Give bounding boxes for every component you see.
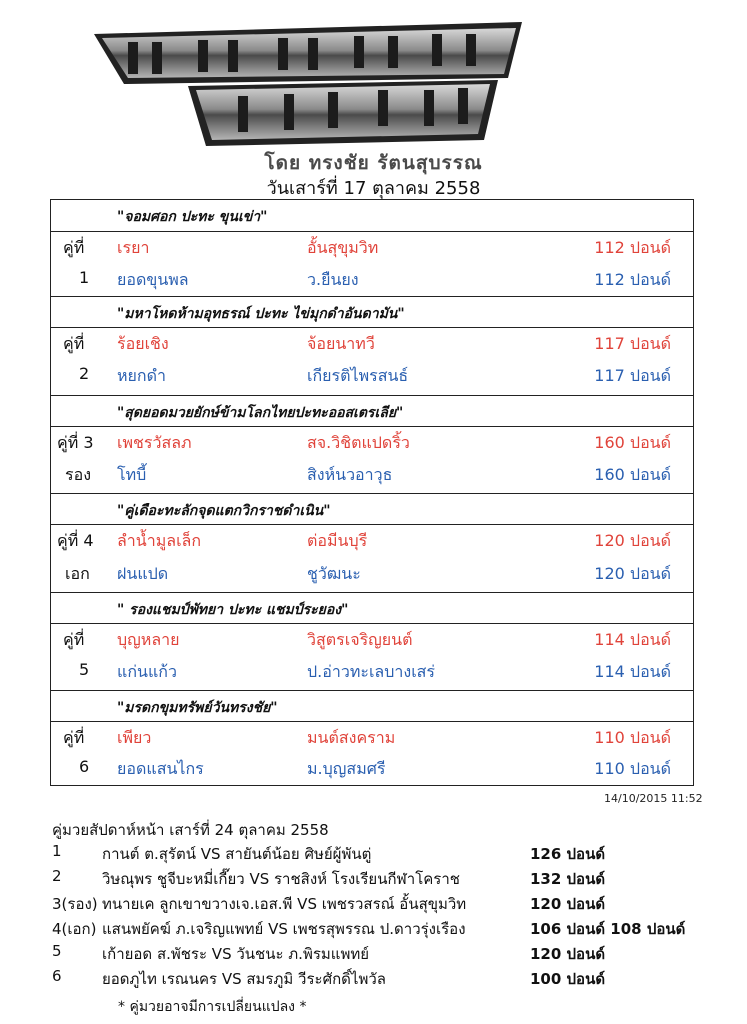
red-weight: 110 ปอนด์ [594, 728, 671, 747]
bout-number: เอก [65, 564, 90, 583]
blue-weight: 120 ปอนด์ [594, 564, 671, 583]
blue-weight: 117 ปอนด์ [594, 366, 671, 385]
bout-caption-row [51, 690, 693, 722]
event-date: วันเสาร์ที่ 17 ตุลาคม 2558 [266, 178, 481, 199]
print-timestamp: 14/10/2015 11:52 [604, 792, 703, 805]
next-week-row [52, 867, 702, 891]
bout-caption: "คู่เดือะทะลักจุดแตกวิกราชดำเนิน" [117, 503, 331, 519]
red-weight: 120 ปอนด์ [594, 531, 671, 550]
bout-blue-row [51, 753, 693, 784]
bout-caption-row [51, 493, 693, 525]
blue-fighter: ยอดขุนพล [117, 270, 189, 289]
bout-label: คู่ที่ [63, 334, 85, 353]
red-fighter: เพชรวัสลภ [117, 433, 192, 452]
matchup: วิษณุพร ชูจีบะหมี่เกี๊ยว VS ราชสิงห์ โรงเรียนกีฬาโคราช [102, 870, 460, 888]
bout-label: คู่ที่ [63, 238, 85, 257]
row-weight: 120 ปอนด์ [530, 895, 606, 913]
red-opponent: จ้อยนาทวี [307, 334, 375, 353]
red-weight: 112 ปอนด์ [594, 238, 671, 257]
bout-caption: "สุดยอดมวยยักษ์ข้ามโลกไทยปะทะออสเตรเลีย" [117, 405, 404, 421]
next-week-row [52, 942, 702, 966]
red-fighter: ร้อยเชิง [117, 334, 169, 353]
byline: โดย ทรงชัย รัตนสุบรรณ [264, 152, 483, 174]
matchup: ยอดภูไท เรณนคร VS สมรภูมิ วีระศักดิ์ไพวัล [102, 970, 386, 988]
red-opponent: วิสูตรเจริญยนต์ [307, 630, 413, 649]
bout-label: คู่ที่ 3 [57, 433, 94, 452]
blue-fighter: ยอดแสนไกร [117, 759, 204, 778]
bout-caption-row [51, 296, 693, 328]
red-opponent: มนต์สงคราม [307, 728, 396, 747]
red-fighter: บุญหลาย [117, 630, 180, 649]
bout-red-row [51, 327, 693, 359]
next-week-row [52, 967, 702, 991]
bout-card [50, 199, 694, 786]
next-week-row [52, 892, 702, 916]
red-fighter: ลำน้ำมูลเล็ก [117, 531, 202, 550]
bout-label: คู่ที่ 4 [57, 531, 94, 550]
bout-blue-row [51, 656, 693, 687]
matchup: แสนพยัคฆ์ ภ.เจริญแพทย์ VS เพชรสุพรรณ ป.ดาวรุ่งเรือง [102, 920, 466, 938]
bout-number: 2 [79, 364, 90, 383]
red-weight: 160 ปอนด์ [594, 433, 671, 452]
bout-number: 5 [79, 660, 90, 679]
row-number: 5 [52, 942, 62, 960]
red-fighter: เพียว [117, 728, 152, 747]
next-week-row [52, 842, 702, 866]
red-weight: 117 ปอนด์ [594, 334, 671, 353]
bout-red-row [51, 231, 693, 263]
bout-caption: " รองแชมป์พัทยา ปะทะ แชมป์ระยอง" [117, 602, 349, 618]
blue-fighter: หยกดำ [117, 366, 166, 385]
row-weight: 126 ปอนด์ [530, 845, 606, 863]
red-opponent: อั้นสุขุมวิท [307, 238, 379, 257]
blue-opponent: เกียรติไพรสนธ์ [307, 366, 409, 385]
matchup: กานต์ ต.สุรัตน์ VS สายันต์น้อย ศิษย์ผู้พันตู่ [102, 845, 372, 863]
bout-number: รอง [65, 465, 92, 484]
show-logo [88, 20, 528, 148]
matchup: ทนายเค ลูกเขาขวางเจ.เอส.พี VS เพชรวสรณ์ อั้นสุขุมวิท [102, 895, 467, 913]
row-weight: 100 ปอนด์ [530, 970, 606, 988]
bout-label: คู่ที่ [63, 728, 85, 747]
row-weight: 132 ปอนด์ [530, 870, 606, 888]
bout-caption: "มหาโหดห้ามอุทธรณ์ ปะทะ ไข่มุกดำอันดามัน" [117, 306, 405, 322]
row-number: 2 [52, 867, 62, 885]
bout-red-row [51, 721, 693, 753]
bout-caption: "จอมศอก ปะทะ ขุนเข่า" [117, 209, 268, 225]
bout-number: 6 [79, 757, 90, 776]
blue-weight: 110 ปอนด์ [594, 759, 671, 778]
bout-red-row [51, 623, 693, 655]
blue-weight: 114 ปอนด์ [594, 662, 671, 681]
bout-blue-row [51, 558, 693, 589]
red-opponent: ต่อมีนบุรี [307, 531, 368, 550]
row-number: 6 [52, 967, 62, 985]
bout-number: 1 [79, 268, 90, 287]
row-weight: 106 ปอนด์ 108 ปอนด์ [530, 920, 686, 938]
bout-caption-row [51, 200, 693, 231]
bout-label: คู่ที่ [63, 630, 85, 649]
blue-weight: 160 ปอนด์ [594, 465, 671, 484]
bout-caption-row [51, 395, 693, 427]
row-number: 3(รอง) [52, 895, 98, 913]
change-note: * คู่มวยอาจมีการเปลี่ยนแปลง * [118, 999, 307, 1015]
bout-red-row [51, 524, 693, 556]
next-week-row [52, 917, 702, 941]
blue-opponent: ม.บุญสมศรี [307, 759, 386, 778]
row-number: 1 [52, 842, 62, 860]
bout-caption-row [51, 592, 693, 624]
row-number: 4(เอก) [52, 920, 97, 938]
blue-opponent: สิงห์นวอาวุธ [307, 465, 393, 484]
blue-opponent: ป.อ่าวทะเลบางเสร่ [307, 662, 436, 681]
red-fighter: เรยา [117, 238, 150, 257]
red-weight: 114 ปอนด์ [594, 630, 671, 649]
blue-fighter: โทบี้ [117, 465, 147, 484]
blue-weight: 112 ปอนด์ [594, 270, 671, 289]
blue-fighter: ฝนแปด [117, 564, 169, 583]
matchup: เก้ายอด ส.พัชระ VS วันชนะ ภ.พิรมแพทย์ [102, 945, 370, 963]
red-opponent: สจ.วิชิตแปดริ้ว [307, 433, 410, 452]
bout-blue-row [51, 360, 693, 391]
bout-blue-row [51, 264, 693, 295]
blue-fighter: แก่นแก้ว [117, 662, 177, 681]
bout-caption: "มรดกขุมทรัพย์วันทรงชัย" [117, 700, 278, 716]
blue-opponent: ว.ยืนยง [307, 270, 359, 289]
blue-opponent: ชูวัฒนะ [307, 564, 361, 583]
next-week-title: คู่มวยสัปดาห์หน้า เสาร์ที่ 24 ตุลาคม 2558 [52, 821, 329, 839]
bout-red-row [51, 426, 693, 458]
row-weight: 120 ปอนด์ [530, 945, 606, 963]
bout-blue-row [51, 459, 693, 490]
